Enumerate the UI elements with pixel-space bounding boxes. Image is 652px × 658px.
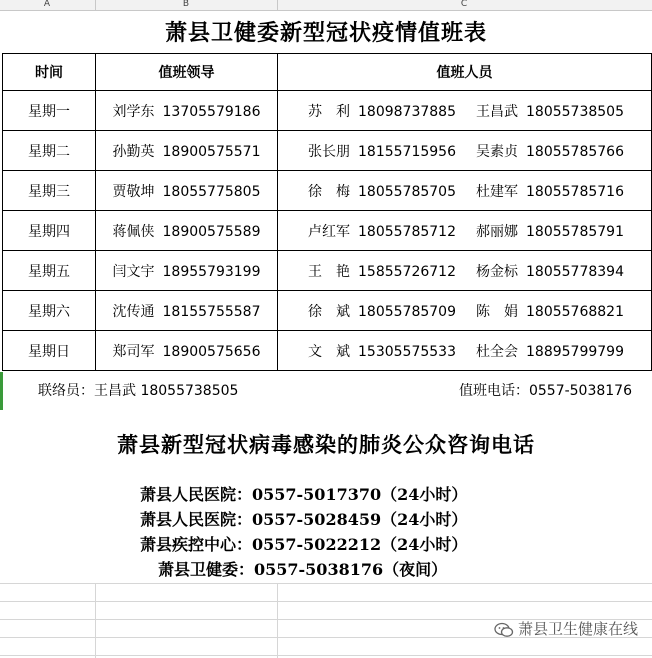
staff-entry-2 — [476, 101, 624, 121]
staff-phone: 18895799799 — [526, 343, 624, 360]
leader-phone: 18155755587 — [162, 303, 261, 320]
staff-name: 王 艳 — [308, 263, 350, 280]
staff-phone: 18055785705 — [358, 183, 456, 200]
header-leader[interactable]: 值班领导 — [96, 54, 278, 91]
column-header-c[interactable]: C — [460, 0, 468, 9]
hotline-title[interactable]: 萧县新型冠状病毒感染的肺炎公众咨询电话 — [117, 432, 535, 457]
watermark-text: 萧县卫生健康在线 — [517, 620, 638, 638]
grid-line — [95, 583, 96, 658]
staff-phone: 18055785709 — [358, 303, 456, 320]
staff-entry-1 — [308, 101, 456, 121]
table-row — [3, 291, 652, 331]
table-row — [3, 131, 652, 171]
grid-line — [277, 583, 278, 658]
table-row — [3, 91, 652, 131]
table-row — [3, 331, 652, 371]
staff-cell[interactable] — [278, 171, 652, 211]
leader-name: 郑司军 — [112, 343, 155, 360]
liaison-contact: 联络员：王昌武 18055738505 — [38, 383, 239, 399]
leader-phone: 18900575656 — [162, 343, 261, 360]
header-time[interactable]: 时间 — [3, 54, 96, 91]
staff-name: 吴素贞 — [476, 143, 518, 160]
leader-phone: 18955793199 — [162, 263, 261, 280]
day-cell[interactable]: 星期一 — [3, 91, 96, 131]
staff-entry-1 — [308, 261, 456, 281]
leader-name: 沈传通 — [112, 303, 155, 320]
grid-line — [0, 601, 652, 602]
table-row — [3, 251, 652, 291]
day-cell[interactable]: 星期日 — [3, 331, 96, 371]
table-header-row — [3, 54, 652, 91]
leader-name: 闫文宇 — [112, 263, 155, 280]
hotline-item[interactable]: 萧县疾控中心：0557-5022212（24小时） — [140, 535, 468, 554]
staff-name: 杨金标 — [476, 263, 518, 280]
leader-name: 孙勤英 — [112, 143, 155, 160]
leader-name: 蒋佩侠 — [112, 223, 155, 240]
staff-phone: 18055785712 — [358, 223, 456, 240]
day-cell[interactable]: 星期四 — [3, 211, 96, 251]
staff-entry-2 — [476, 141, 624, 161]
staff-phone: 18098737885 — [358, 103, 456, 120]
staff-phone: 18055768821 — [526, 303, 624, 320]
staff-name: 文 斌 — [308, 343, 350, 360]
staff-entry-1 — [308, 301, 456, 321]
staff-phone: 18055738505 — [526, 103, 624, 120]
staff-name: 王昌武 — [476, 103, 518, 120]
leader-cell[interactable] — [96, 91, 278, 131]
staff-name: 徐 梅 — [308, 183, 350, 200]
header-staff[interactable]: 值班人员 — [278, 54, 652, 91]
staff-entry-2 — [476, 301, 624, 321]
staff-phone: 15855726712 — [358, 263, 456, 280]
leader-cell[interactable] — [96, 171, 278, 211]
active-cell-marker — [0, 372, 3, 410]
staff-cell[interactable] — [278, 131, 652, 171]
staff-phone: 15305575533 — [358, 343, 456, 360]
column-separator — [277, 0, 278, 10]
grid-line — [0, 583, 652, 584]
column-header-bar — [0, 0, 652, 11]
staff-name: 杜建军 — [476, 183, 518, 200]
column-separator — [95, 0, 96, 10]
staff-cell[interactable] — [278, 251, 652, 291]
contact-row[interactable] — [0, 372, 652, 410]
leader-cell[interactable] — [96, 251, 278, 291]
hotline-item[interactable]: 萧县人民医院：0557-5017370（24小时） — [140, 485, 468, 504]
staff-name: 陈 娟 — [476, 303, 518, 320]
hotline-item[interactable]: 萧县人民医院：0557-5028459（24小时） — [140, 510, 468, 529]
staff-phone: 18055785766 — [526, 143, 624, 160]
day-cell[interactable]: 星期二 — [3, 131, 96, 171]
staff-entry-1 — [308, 141, 456, 161]
staff-entry-2 — [476, 181, 624, 201]
leader-cell[interactable] — [96, 131, 278, 171]
staff-cell[interactable] — [278, 91, 652, 131]
leader-cell[interactable] — [96, 211, 278, 251]
staff-entry-1 — [308, 221, 456, 241]
leader-phone: 13705579186 — [162, 103, 261, 120]
staff-name: 苏 利 — [308, 103, 350, 120]
staff-cell[interactable] — [278, 331, 652, 371]
staff-entry-1 — [308, 181, 456, 201]
leader-cell[interactable] — [96, 291, 278, 331]
staff-phone: 18055778394 — [526, 263, 624, 280]
hotline-item[interactable]: 萧县卫健委：0557-5038176（夜间） — [158, 560, 448, 579]
column-header-b[interactable]: B — [182, 0, 190, 9]
duty-table — [2, 53, 652, 371]
leader-phone: 18900575571 — [162, 143, 261, 160]
staff-entry-2 — [476, 261, 624, 281]
day-cell[interactable]: 星期三 — [3, 171, 96, 211]
staff-phone: 18055785791 — [526, 223, 624, 240]
staff-entry-1 — [308, 341, 456, 361]
staff-cell[interactable] — [278, 291, 652, 331]
staff-entry-2 — [476, 341, 624, 361]
table-row — [3, 171, 652, 211]
leader-phone: 18900575589 — [162, 223, 261, 240]
column-header-a[interactable]: A — [43, 0, 51, 9]
grid-line — [0, 655, 652, 656]
sheet-title[interactable]: 萧县卫健委新型冠状疫情值班表 — [164, 20, 487, 46]
staff-name: 卢红军 — [308, 223, 350, 240]
staff-phone: 18155715956 — [358, 143, 456, 160]
staff-phone: 18055785716 — [526, 183, 624, 200]
leader-cell[interactable] — [96, 331, 278, 371]
leader-name: 刘学东 — [112, 103, 155, 120]
wechat-icon — [494, 620, 518, 638]
duty-phone: 值班电话：0557-5038176 — [458, 383, 632, 399]
staff-name: 张长朋 — [308, 143, 350, 160]
table-row — [3, 211, 652, 251]
leader-name: 贾敬坤 — [112, 183, 155, 200]
staff-name: 郝丽娜 — [476, 223, 518, 240]
day-cell[interactable]: 星期六 — [3, 291, 96, 331]
watermark — [494, 618, 638, 639]
staff-entry-2 — [476, 221, 624, 241]
day-cell[interactable]: 星期五 — [3, 251, 96, 291]
leader-phone: 18055775805 — [162, 183, 261, 200]
staff-name: 杜全会 — [476, 343, 518, 360]
staff-name: 徐 斌 — [308, 303, 350, 320]
staff-cell[interactable] — [278, 211, 652, 251]
